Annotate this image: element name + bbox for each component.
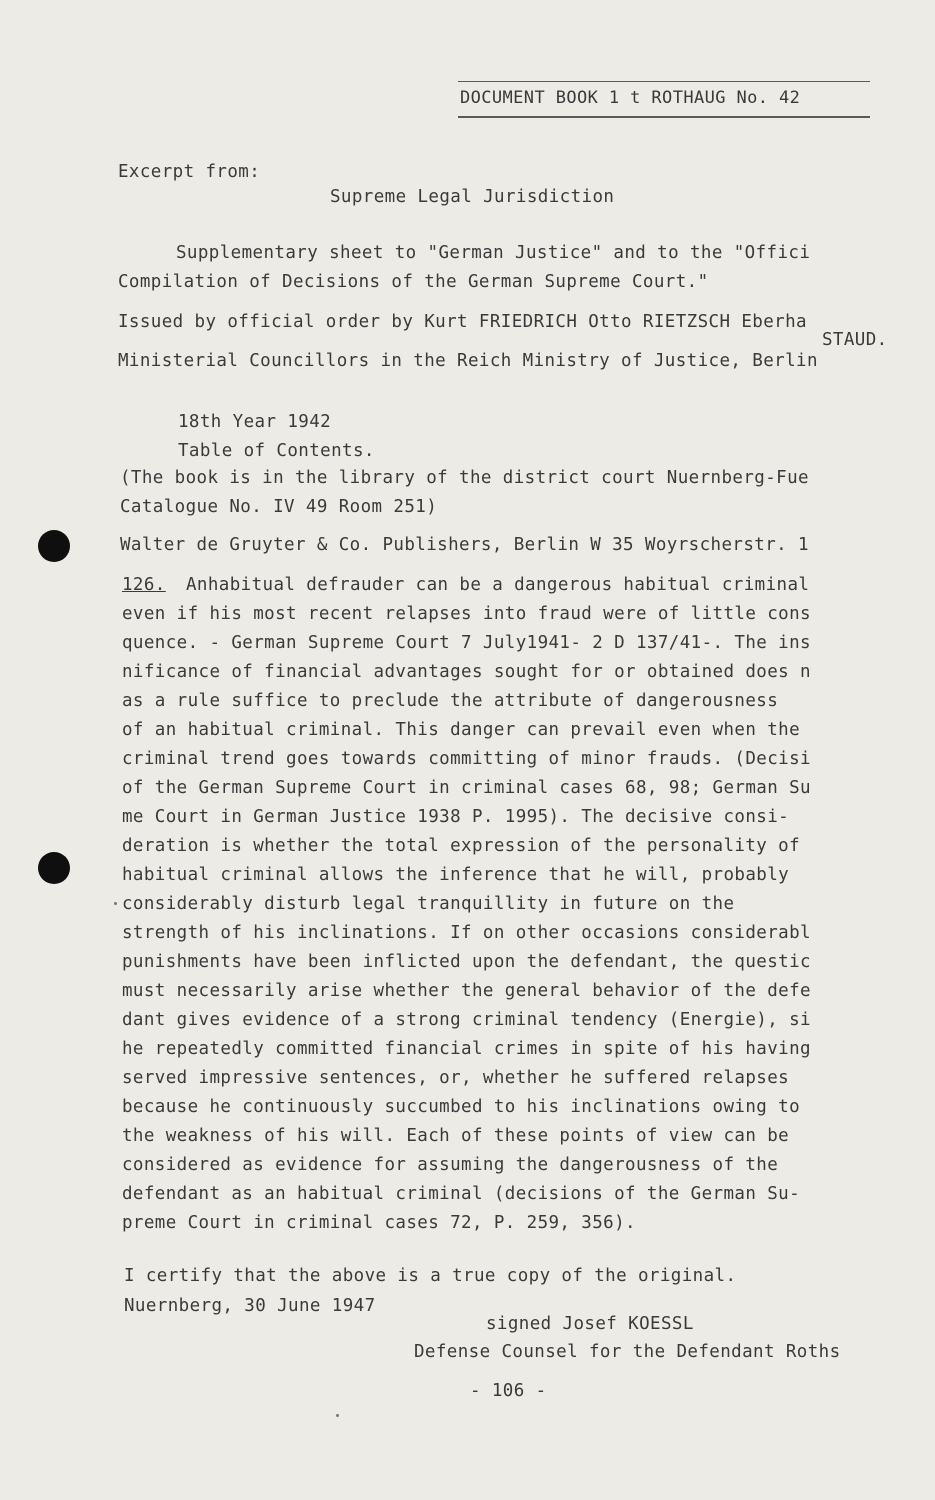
supplement-line-1: Supplementary sheet to "German Justice" and to the "Offici [176, 243, 811, 263]
body-line: habitual criminal allows the inference that he will, probably [122, 865, 790, 885]
punch-hole-bottom [38, 852, 70, 884]
place-date: Nuernberg, 30 June 1947 [124, 1296, 376, 1316]
body-line: dant gives evidence of a strong criminal tendency (Energie), si [122, 1010, 811, 1030]
punch-hole-top [38, 530, 70, 562]
body-line: deration is whether the total expression of the personality of [122, 836, 801, 856]
body-line: preme Court in criminal cases 72, P. 259, 356). [122, 1213, 636, 1233]
library-line-1: (The book is in the library of the district court Nuernberg-Fue [120, 468, 809, 488]
year-line: 18th Year 1942 [178, 412, 332, 432]
body-line: served impressive sentences, or, whether he suffered relapses [122, 1068, 790, 1088]
body-line: of the German Supreme Court in criminal cases 68, 98; German Su [122, 778, 811, 798]
body-line: as a rule suffice to preclude the attribute of dangerousness [122, 691, 779, 711]
page-number: - 106 - [470, 1381, 547, 1401]
body-line: considered as evidence for assuming the dangerousness of the [122, 1155, 779, 1175]
body-line: because he continuously succumbed to his inclinations owing to [122, 1097, 801, 1117]
excerpt-label: Excerpt from: [118, 162, 261, 182]
body-line: considerably disturb legal tranquillity in future on the [122, 894, 735, 914]
signatory-role: Defense Counsel for the Defendant Roths [414, 1342, 841, 1362]
body-line: quence. - German Supreme Court 7 July1941- 2 D 137/41-. The ins [122, 633, 811, 653]
certify-line: I certify that the above is a true copy of the original. [124, 1266, 737, 1286]
bottom-mark [336, 1414, 339, 1417]
library-line-2: Catalogue No. IV 49 Room 251) [120, 497, 438, 517]
signature-line: signed Josef KOESSL [486, 1314, 694, 1334]
supplement-line-2: Compilation of Decisions of the German Supreme Court." [118, 272, 709, 292]
margin-mark [114, 902, 117, 905]
table-of-contents-line: Table of Contents. [178, 441, 375, 461]
header-rule-top [458, 81, 870, 82]
issued-line: Issued by official order by Kurt FRIEDRICH Otto RIETZSCH Eberha [118, 312, 807, 332]
body-line: even if his most recent relapses into fraud were of little cons [122, 604, 811, 624]
source-title: Supreme Legal Jurisdiction [330, 187, 615, 207]
body-line: strength of his inclinations. If on other occasions considerabl [122, 923, 811, 943]
body-line: the weakness of his will. Each of these points of view can be [122, 1126, 790, 1146]
councillors-line: Ministerial Councillors in the Reich Ministry of Justice, Berlin [118, 351, 818, 371]
header-rule-bottom [458, 116, 870, 118]
body-line: criminal trend goes towards committing of minor frauds. (Decisi [122, 749, 811, 769]
body-line: punishments have been inflicted upon the defendant, the questic [122, 952, 811, 972]
body-line: me Court in German Justice 1938 P. 1995). The decisive consi- [122, 807, 790, 827]
body-line: he repeatedly committed financial crimes in spite of his having [122, 1039, 811, 1059]
body-line: nificance of financial advantages sought for or obtained does n [122, 662, 811, 682]
body-line: defendant as an habitual criminal (decisions of the German Su- [122, 1184, 801, 1204]
entry-number: 126. [122, 575, 166, 595]
body-line: must necessarily arise whether the general behavior of the defe [122, 981, 811, 1001]
issued-suffix: STAUD. [822, 330, 888, 350]
publisher-line: Walter de Gruyter & Co. Publishers, Berlin W 35 Woyrscherstr. 1 [120, 535, 809, 555]
body-line: Anhabitual defrauder can be a dangerous habitual criminal [186, 575, 810, 595]
body-line: of an habitual criminal. This danger can prevail even when the [122, 720, 801, 740]
document-reference: DOCUMENT BOOK 1 t ROTHAUG No. 42 [460, 88, 801, 108]
